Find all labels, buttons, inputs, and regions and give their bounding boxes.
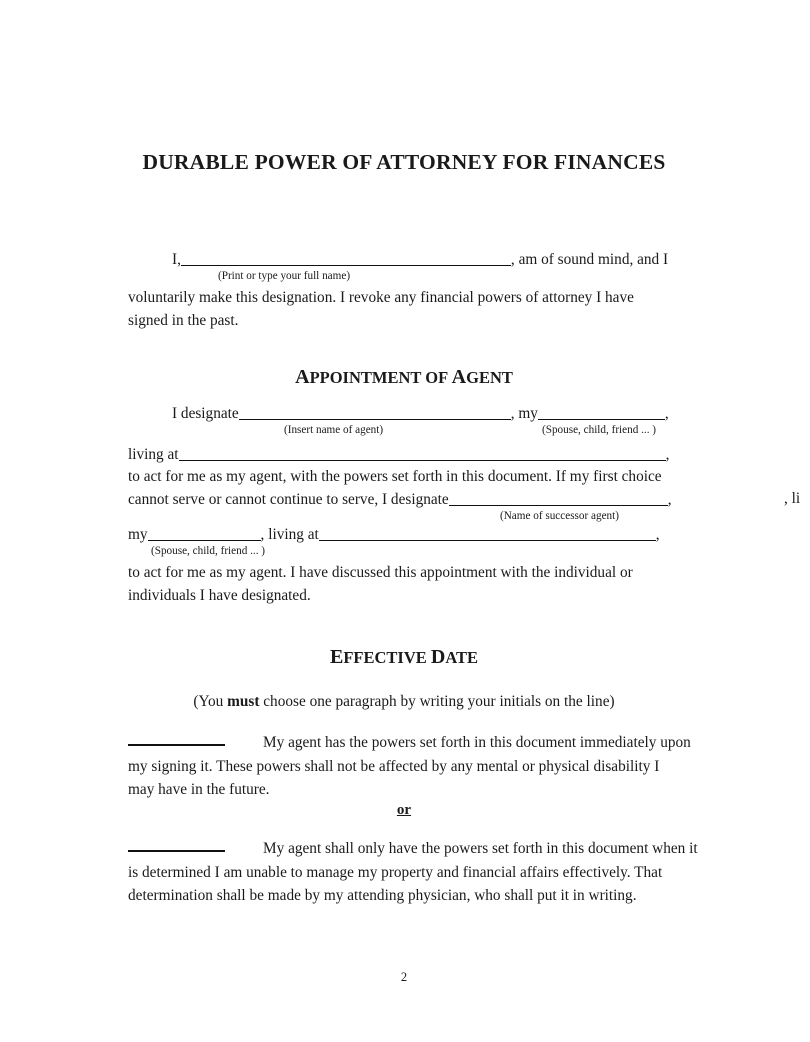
heading-appointment-of: OF <box>425 368 448 387</box>
option-b-initials-blank[interactable] <box>128 842 225 852</box>
successor-relationship-caption: (Spouse, child, friend ... ) <box>151 545 266 557</box>
option-b-text-1: My agent shall only have the powers set forth in this document when it <box>263 840 698 857</box>
discussed-line-2: individuals I have designated. <box>128 587 311 604</box>
designate-label: I designate <box>172 405 239 423</box>
successor-name-caption: (Name of successor agent) <box>500 510 619 522</box>
or-separator: or <box>396 802 412 818</box>
agent-address-line <box>128 446 669 462</box>
overflow-text-fragment: , li <box>784 491 801 507</box>
agent-address-blank[interactable] <box>179 446 666 461</box>
intro-suffix: , am of sound mind, and I <box>510 251 669 269</box>
successor-my-label: my <box>128 526 148 544</box>
cannot-serve-text: cannot serve or cannot continue to serve, I designate <box>128 491 449 509</box>
full-name-caption: (Print or type your full name) <box>218 270 351 282</box>
designate-agent-line <box>128 405 669 421</box>
intro-line-3: signed in the past. <box>128 312 239 329</box>
agent-living-at-label: living at <box>128 446 179 464</box>
option-a-line-2: my signing it. These powers shall not be affected by any mental or physical disability I <box>128 758 660 775</box>
agent-relationship-blank[interactable] <box>538 405 665 420</box>
successor-agent-line <box>128 491 672 507</box>
successor-trailing-comma: , <box>667 491 672 509</box>
full-name-blank[interactable] <box>181 251 511 266</box>
agent-name-blank[interactable] <box>239 405 511 420</box>
successor-address-blank[interactable] <box>319 526 656 541</box>
option-a-line-1 <box>128 735 691 750</box>
heading-appointment-rest1: PPOINTMENT <box>309 368 422 387</box>
instruction-must-bold: must <box>227 693 260 710</box>
successor-relationship-line <box>128 526 660 542</box>
page-number: 2 <box>400 970 408 984</box>
option-b-line-2: is determined I am unable to manage my property and financial affairs effectively. That <box>128 864 663 881</box>
designate-trailing-comma: , <box>664 405 669 423</box>
heading-effective-rest1: FFECTIVE <box>343 648 427 667</box>
option-b-line-1 <box>128 841 698 856</box>
heading-appointment-of-agent <box>128 366 680 389</box>
successor-living-at-label: , living at <box>260 526 319 544</box>
option-a-line-3: may have in the future. <box>128 781 270 798</box>
instruction-pre: (You <box>193 693 228 710</box>
heading-effective-char-d: D <box>430 646 446 668</box>
intro-i-prefix: I, <box>172 251 181 269</box>
heading-appointment-rest2: GENT <box>466 368 513 387</box>
option-b-line-3: determination shall be made by my attending physician, who shall put it in writing. <box>128 887 637 904</box>
instruction-post: choose one paragraph by writing your initials on the line) <box>259 693 615 710</box>
discussed-line-1: to act for me as my agent. I have discussed this appointment with the individual or <box>128 564 633 581</box>
successor-address-trailing-comma: , <box>655 526 660 544</box>
heading-appointment-char-a2: A <box>451 366 467 388</box>
agent-name-caption: (Insert name of agent) <box>284 424 384 436</box>
successor-name-blank[interactable] <box>449 491 668 506</box>
successor-relationship-blank[interactable] <box>148 526 261 541</box>
option-a-initials-blank[interactable] <box>128 736 225 746</box>
heading-appointment-char-a1: A <box>295 366 310 388</box>
agent-address-trailing-comma: , <box>665 446 670 464</box>
document-title: DURABLE POWER OF ATTORNEY FOR FINANCES <box>142 150 666 174</box>
effective-date-instruction <box>128 694 680 709</box>
act-for-me-line: to act for me as my agent, with the powers set forth in this document. If my first choice <box>128 468 662 485</box>
heading-effective-rest2: ATE <box>445 648 479 667</box>
intro-line-1 <box>128 251 668 267</box>
option-a-text-1: My agent has the powers set forth in this document immediately upon <box>263 734 691 751</box>
heading-effective-char-e: E <box>329 646 344 668</box>
intro-line-2: voluntarily make this designation. I revoke any financial powers of attorney I have <box>128 289 634 306</box>
heading-effective-date <box>128 646 680 669</box>
agent-relationship-caption: (Spouse, child, friend ... ) <box>542 424 657 436</box>
designate-my-label: , my <box>510 405 538 423</box>
